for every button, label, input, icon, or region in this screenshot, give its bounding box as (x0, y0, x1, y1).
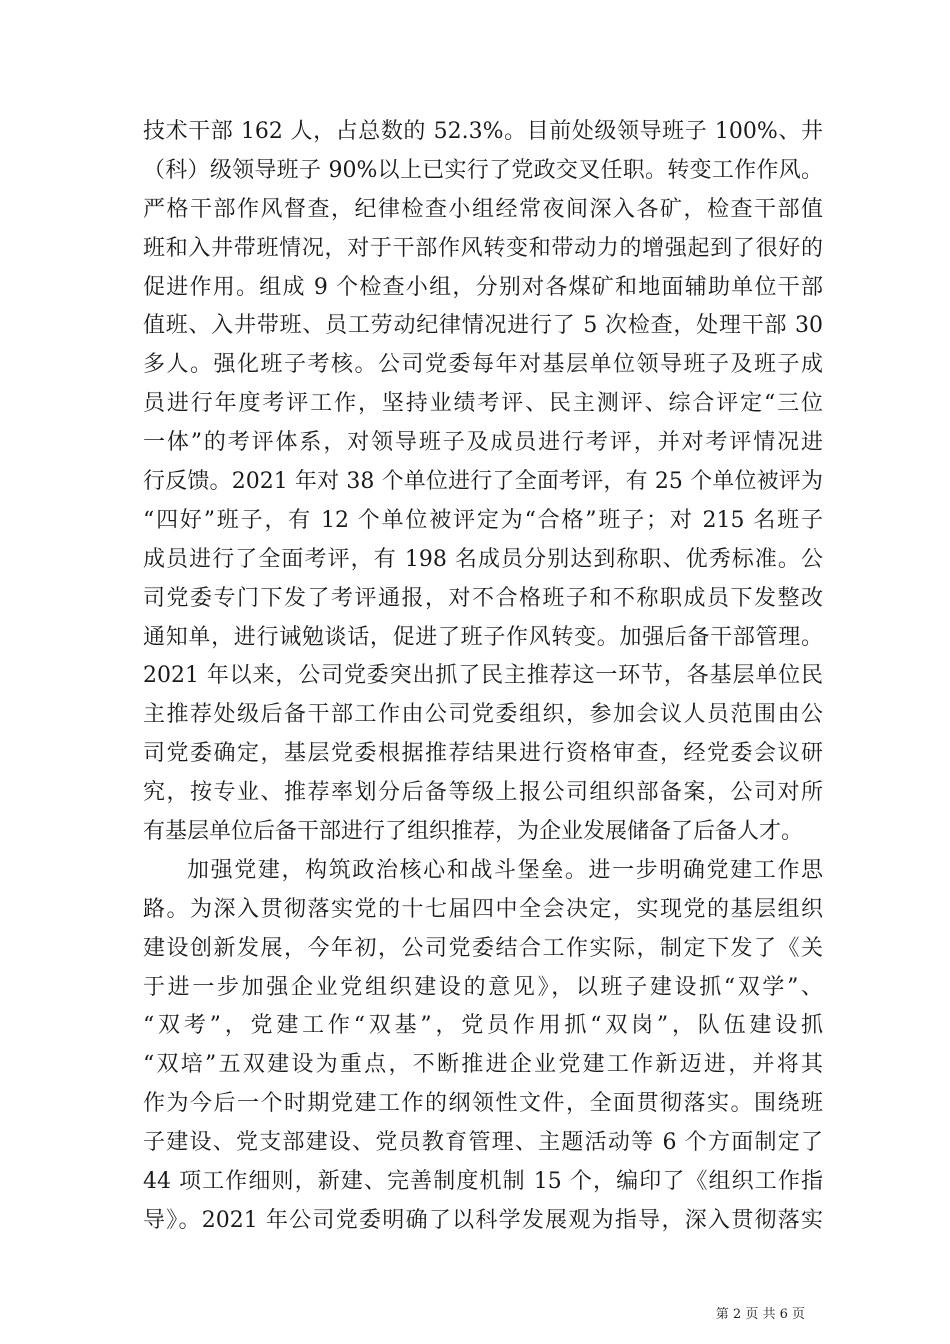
text-line: 一体”的考评体系，对领导班子及成员进行考评，并对考评情况进 (143, 430, 823, 456)
text-line: 值班、入井带班、员工劳动纪律情况进行了 5 次检查，处理干部 30 (143, 313, 823, 339)
text-line: “四好”班子，有 12 个单位被评定为“合格”班子；对 215 名班子 (143, 507, 823, 533)
page-number-footer: 第 2 页 共 6 页 (715, 1307, 805, 1322)
paragraph-2 (143, 852, 823, 1241)
text-line: 主推荐处级后备干部工作由公司党委组织，参加会议人员范围由公 (143, 702, 823, 728)
text-line: 作为今后一个时期党建工作的纲领性文件，全面贯彻落实。围绕班 (143, 1091, 823, 1117)
text-line: 加强党建，构筑政治核心和战斗堡垒。进一步明确党建工作思 (187, 857, 823, 883)
text-line: 有基层单位后备干部进行了组织推荐，为企业发展储备了后备人才。 (143, 819, 804, 845)
text-line: 44 项工作细则，新建、完善制度机制 15 个，编印了《组织工作指 (143, 1169, 823, 1195)
text-line: 多人。强化班子考核。公司党委每年对基层单位领导班子及班子成 (143, 352, 823, 378)
text-line: 2021 年以来，公司党委突出抓了民主推荐这一环节，各基层单位民 (143, 663, 823, 689)
text-line: 促进作用。组成 9 个检查小组，分别对各煤矿和地面辅助单位干部 (143, 274, 823, 300)
text-line: 于进一步加强企业党组织建设的意见》，以班子建设抓“双学”、 (143, 974, 823, 1000)
text-line: 技术干部 162 人，占总数的 52.3%。目前处级领导班子 100%、井 (143, 119, 823, 144)
document-body (143, 113, 823, 1241)
text-line: 路。为深入贯彻落实党的十七届四中全会决定，实现党的基层组织 (143, 896, 823, 922)
text-line: 成员进行了全面考评，有 198 名成员分别达到称职、优秀标准。公 (143, 546, 823, 572)
text-line: 司党委确定，基层党委根据推荐结果进行资格审查，经党委会议研 (143, 741, 823, 767)
text-line: （科）级领导班子 90%以上已实行了党政交叉任职。转变工作作风。 (143, 157, 823, 183)
text-line: 子建设、党支部建设、党员教育管理、主题活动等 6 个方面制定了 (143, 1130, 823, 1156)
text-line: 究，按专业、推荐率划分后备等级上报公司组织部备案，公司对所 (143, 780, 823, 806)
text-line: 司党委专门下发了考评通报，对不合格班子和不称职成员下发整改 (143, 585, 823, 611)
text-line: 导》。2021 年公司党委明确了以科学发展观为指导，深入贯彻落实 (143, 1207, 823, 1233)
text-line: 班和入井带班情况，对于干部作风转变和带动力的增强起到了很好的 (143, 235, 823, 261)
text-line: 建设创新发展，今年初，公司党委结合工作实际，制定下发了《关 (143, 935, 823, 961)
text-line: “双培”五双建设为重点，不断推进企业党建工作新迈进，并将其 (143, 1052, 823, 1078)
text-line: 严格干部作风督查，纪律检查小组经常夜间深入各矿，检查干部值 (143, 196, 823, 222)
text-line: “双考”，党建工作“双基”，党员作用抓“双岗”，队伍建设抓 (143, 1013, 823, 1039)
paragraph-1 (143, 113, 823, 852)
text-line: 行反馈。2021 年对 38 个单位进行了全面考评，有 25 个单位被评为 (143, 469, 823, 495)
text-line: 员进行年度考评工作，坚持业绩考评、民主测评、综合评定“三位 (143, 391, 823, 417)
text-line: 通知单，进行诫勉谈话，促进了班子作风转变。加强后备干部管理。 (143, 624, 823, 650)
